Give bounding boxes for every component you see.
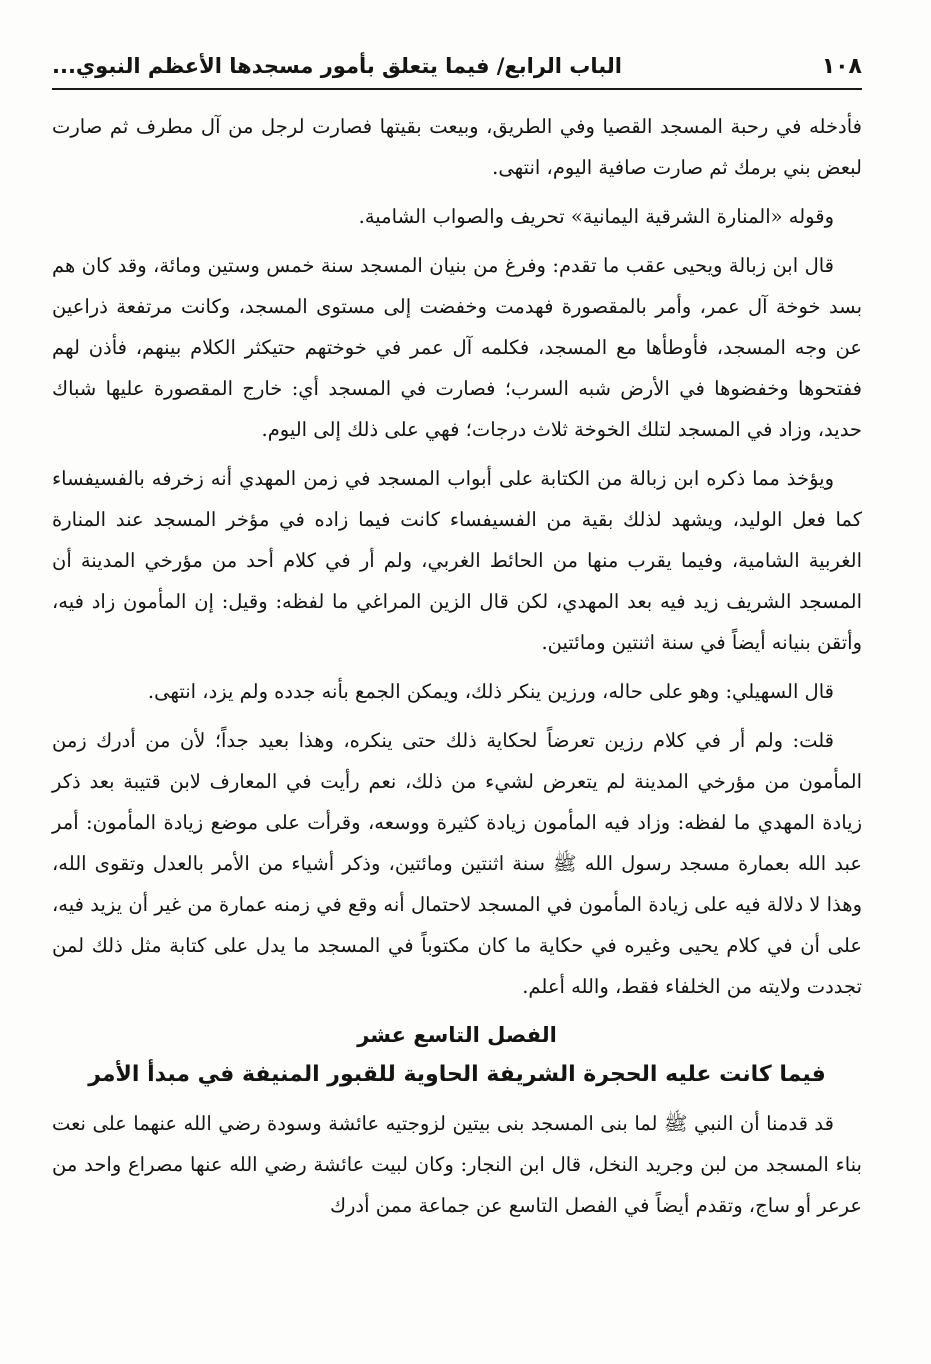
paragraph: ويؤخذ مما ذكره ابن زبالة من الكتابة على أبواب المسجد في زمن المهدي أنه زخرفه بالفسيفساء كما فعل الوليد، ويشهد لذلك بقية من الفسيفساء كانت فيما زاده في مؤخر المسجد عند المنارة الغربية الشامية، وفيما يقرب منها من الحائط الغربي، ولم أر في كلام أحد من مؤرخي المدينة أن المسجد الشريف زيد فيه بعد المهدي، لكن قال الزين المراغي ما لفظه: وقيل: إن المأمون زاد فيه، وأتقن بنيانه أيضاً في سنة اثنتين ومائتين. bbox=[52, 467, 862, 654]
paragraph: فأدخله في رحبة المسجد القصيا وفي الطريق، وبيعت بقيتها فصارت لرجل من آل مطرف ثم صارت لبعض بني برمك ثم صارت صافية اليوم، انتهى. bbox=[52, 115, 862, 179]
chapter-subtitle: فيما كانت عليه الحجرة الشريفة الحاوية للقبور المنيفة في مبدأ الأمر bbox=[88, 1062, 826, 1087]
running-title: الباب الرابع/ فيما يتعلق بأمور مسجدها الأعظم النبوي... bbox=[52, 54, 622, 78]
paragraph: وقوله «المنارة الشرقية اليمانية» تحريف والصواب الشامية. bbox=[358, 205, 834, 228]
page-number: ١٠٨ bbox=[821, 54, 862, 79]
chapter-title: الفصل التاسع عشر bbox=[357, 1023, 557, 1047]
paragraph: قال ابن زبالة ويحيى عقب ما تقدم: وفرغ من بنيان المسجد سنة خمس وستين ومائة، وقد كان هم بسد خوخة آل عمر، وأمر بالمقصورة فهدمت وخفضت إلى مستوى المسجد، وكانت مرتفعة ذراعين عن وجه المسجد، فأوطأها مع المسجد، فكلمه آل عمر في خوختهم حتيكثر الكلام بينهم، فأذن لهم ففتحوها وخفضوها في الأرض شبه السرب؛ فصارت في المسجد أي: خارج المقصورة عليها شباك حديد، وزاد في المسجد لتلك الخوخة ثلاث درجات؛ فهي على ذلك إلى اليوم. bbox=[52, 254, 862, 441]
paragraph: قد قدمنا أن النبي ﷺ لما بنى المسجد بنى بيتين لزوجتيه عائشة وسودة رضي الله عنهما على نعت بناء المسجد من لبن وجريد النخل، قال ابن النجار: وكان لبيت عائشة رضي الله عنها مصراع واحد من عرعر أو ساج، وتقدم أيضاً في الفصل التاسع عن جماعة ممن أدرك bbox=[52, 1112, 862, 1217]
main-text bbox=[52, 106, 862, 1226]
paragraph: قال السهيلي: وهو على حاله، ورزين ينكر ذلك، ويمكن الجمع بأنه جدده ولم يزد، انتهى. bbox=[147, 680, 834, 703]
paragraph: قلت: ولم أر في كلام رزين تعرضاً لحكاية ذلك حتى ينكره، وهذا بعيد جداً؛ لأن من أدرك زمن المأمون من مؤرخي المدينة لم يتعرض لشيء من ذلك، نعم رأيت في المعارف لابن قتيبة بعد ذكر زيادة المهدي ما لفظه: وزاد فيه المأمون زيادة كثيرة ووسعه، وقرأت على موضع زيادة المأمون: أمر عبد الله بعمارة مسجد رسول الله ﷺ سنة اثنتين ومائتين، وذكر أشياء من الأمر بالعدل وتقوى الله، وهذا لا دلالة فيه على زيادة المأمون في المسجد لاحتمال أنه وقع في زمنه عمارة من غير أن يزيد فيه، على أن في كلام يحيى وغيره في حكاية ما كان مكتوباً في المسجد ما يدل على كتابة مثل ذلك لمن تجددت ولايته من الخلفاء فقط، والله أعلم. bbox=[52, 729, 862, 998]
running-header bbox=[52, 44, 862, 90]
book-page bbox=[52, 44, 862, 1234]
